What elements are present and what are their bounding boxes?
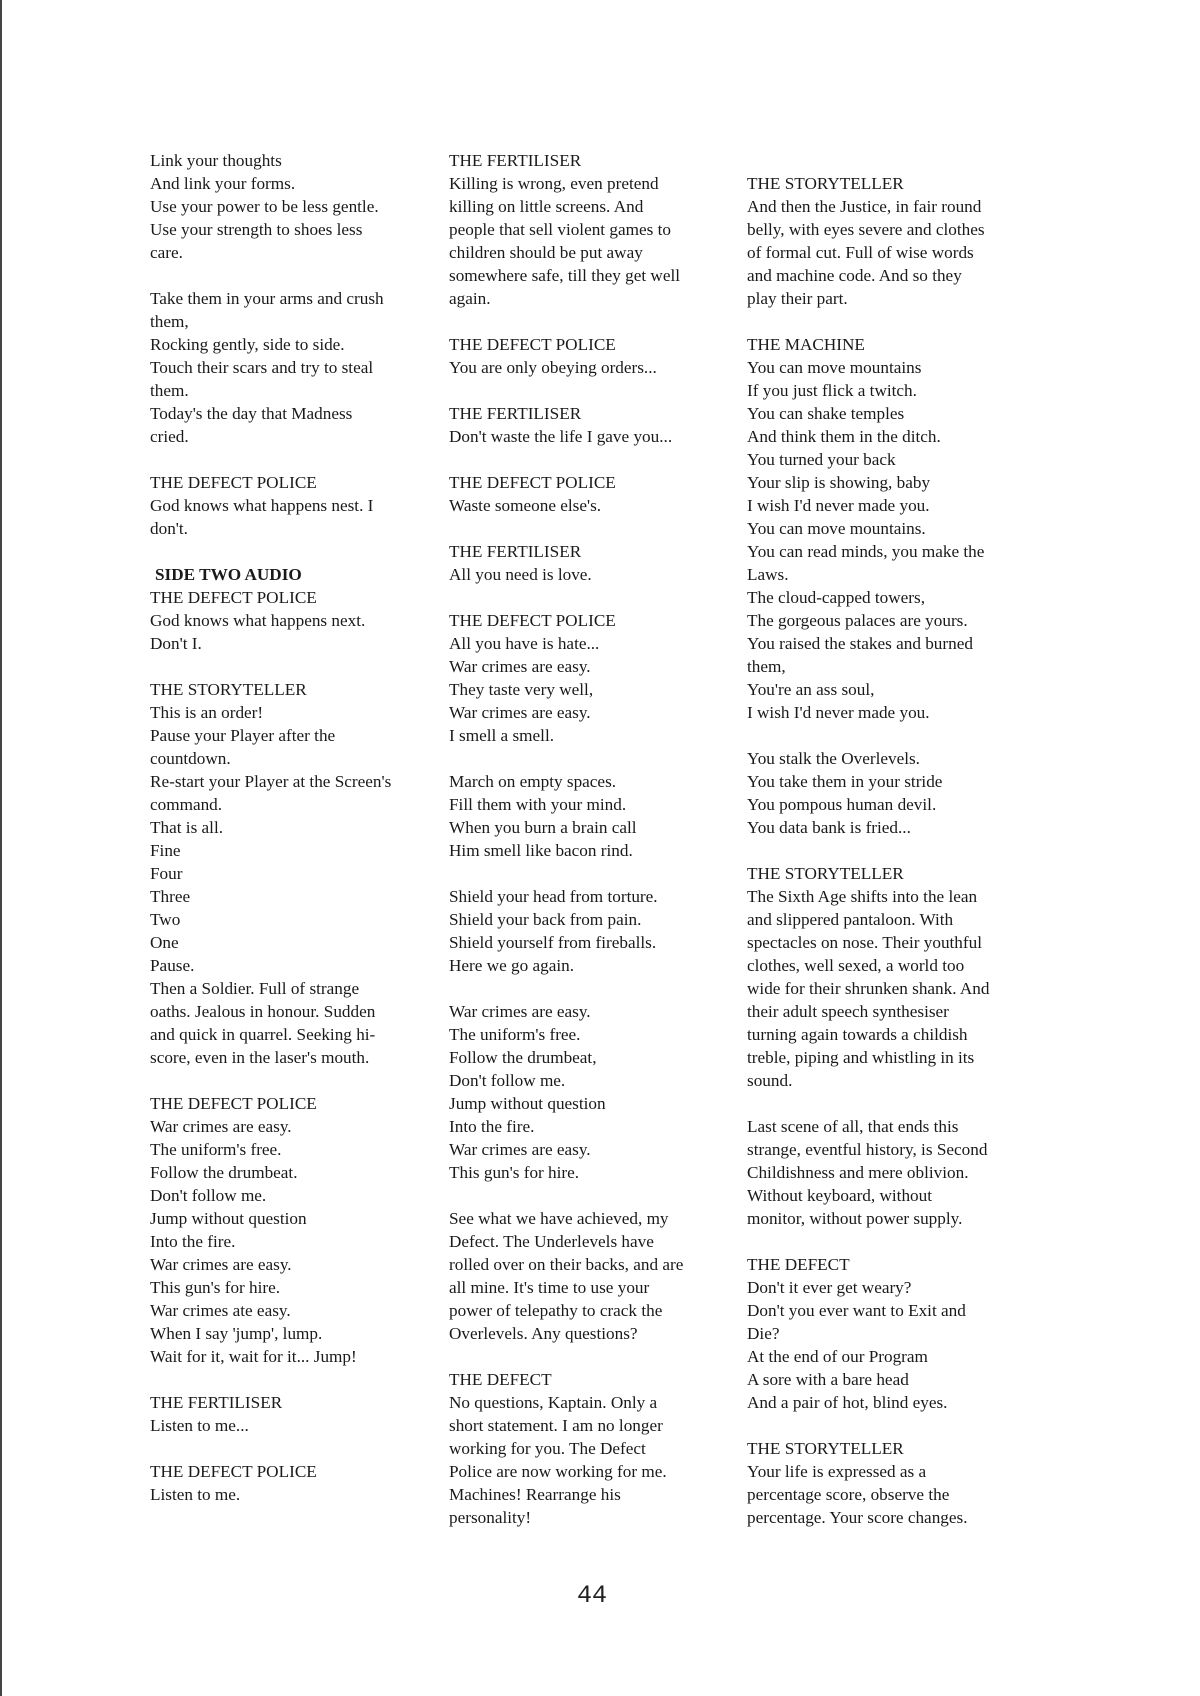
text-block: [449, 333, 739, 379]
text-line: If you just flick a twitch.: [747, 381, 917, 400]
text-line: I smell a smell.: [449, 726, 555, 745]
text-block: [150, 563, 440, 655]
text-line: Three: [150, 887, 191, 906]
text-line: monitor, without power supply.: [747, 1209, 963, 1228]
text-line: Don't it ever get weary?: [747, 1278, 912, 1297]
text-line: Defect. The Underlevels have: [449, 1232, 654, 1251]
text-line: I wish I'd never made you.: [747, 496, 930, 515]
text-line: play their part.: [747, 289, 848, 308]
text-line: You're an ass soul,: [747, 680, 875, 699]
text-line: The uniform's free.: [150, 1140, 282, 1159]
text-block: [150, 149, 440, 264]
text-block: [449, 770, 739, 862]
text-line: oaths. Jealous in honour. Sudden: [150, 1002, 376, 1021]
text-line: THE DEFECT POLICE: [150, 473, 317, 492]
text-line: War crimes are easy.: [449, 1002, 591, 1021]
text-line: Your slip is showing, baby: [747, 473, 931, 492]
text-line: Killing is wrong, even pretend: [449, 174, 659, 193]
text-line: Fine: [150, 841, 181, 860]
text-line: Follow the drumbeat.: [150, 1163, 298, 1182]
text-line: Shield your back from pain.: [449, 910, 642, 929]
text-block: [449, 1207, 739, 1345]
text-line: THE DEFECT POLICE: [150, 1462, 317, 1481]
text-line: This gun's for hire.: [150, 1278, 281, 1297]
text-line: War crimes are easy.: [150, 1117, 292, 1136]
text-block: [747, 172, 1037, 310]
text-column-2: [449, 149, 739, 1529]
text-line: personality!: [449, 1508, 532, 1527]
text-block: [150, 678, 440, 1069]
text-block: [747, 1253, 1037, 1414]
text-line: War crimes are easy.: [150, 1255, 292, 1274]
text-line: That is all.: [150, 818, 224, 837]
text-line: Him smell like bacon rind.: [449, 841, 633, 860]
text-line: Die?: [747, 1324, 780, 1343]
text-line: them,: [747, 657, 786, 676]
text-line: You can shake temples: [747, 404, 905, 423]
text-line: War crimes are easy.: [449, 657, 591, 676]
text-line: Re-start your Player at the Screen's: [150, 772, 392, 791]
text-line: wide for their shrunken shank. And: [747, 979, 990, 998]
text-line: The uniform's free.: [449, 1025, 581, 1044]
text-line: Last scene of all, that ends this: [747, 1117, 959, 1136]
text-line: And a pair of hot, blind eyes.: [747, 1393, 948, 1412]
text-line: Shield your head from torture.: [449, 887, 658, 906]
text-line: percentage score, observe the: [747, 1485, 950, 1504]
text-line: THE FERTILISER: [449, 542, 582, 561]
text-line: At the end of our Program: [747, 1347, 928, 1366]
text-line: I wish I'd never made you.: [747, 703, 930, 722]
text-column-3: [747, 172, 1037, 1529]
text-block: [449, 1368, 739, 1529]
text-line: Use your strength to shoes less: [150, 220, 363, 239]
text-line: And link your forms.: [150, 174, 296, 193]
text-line: THE DEFECT: [747, 1255, 850, 1274]
text-line: THE MACHINE: [747, 335, 865, 354]
text-line: And then the Justice, in fair round: [747, 197, 982, 216]
text-line: spectacles on nose. Their youthful: [747, 933, 982, 952]
text-line: THE DEFECT POLICE: [150, 588, 317, 607]
text-line: them,: [150, 312, 189, 331]
text-line: You can move mountains: [747, 358, 922, 377]
text-block: [449, 885, 739, 977]
text-line: Childishness and mere oblivion.: [747, 1163, 969, 1182]
text-line: Today's the day that Madness: [150, 404, 353, 423]
text-line: Overlevels. Any questions?: [449, 1324, 638, 1343]
text-line: You are only obeying orders...: [449, 358, 657, 377]
text-line: Into the fire.: [150, 1232, 236, 1251]
text-line: belly, with eyes severe and clothes: [747, 220, 985, 239]
text-line: score, even in the laser's mouth.: [150, 1048, 370, 1067]
text-line: Pause your Player after the: [150, 726, 336, 745]
section-heading: SIDE TWO AUDIO: [155, 565, 302, 584]
text-line: This gun's for hire.: [449, 1163, 580, 1182]
text-line: No questions, Kaptain. Only a: [449, 1393, 658, 1412]
text-line: command.: [150, 795, 223, 814]
text-line: don't.: [150, 519, 188, 538]
text-line: Listen to me.: [150, 1485, 241, 1504]
text-line: working for you. The Defect: [449, 1439, 646, 1458]
text-line: Don't follow me.: [449, 1071, 566, 1090]
text-line: THE DEFECT POLICE: [150, 1094, 317, 1113]
text-line: Two: [150, 910, 181, 929]
text-block: [150, 1460, 440, 1506]
text-line: See what we have achieved, my: [449, 1209, 669, 1228]
text-line: You take them in your stride: [747, 772, 943, 791]
text-line: Link your thoughts: [150, 151, 282, 170]
text-line: This is an order!: [150, 703, 264, 722]
text-line: You data bank is fried...: [747, 818, 911, 837]
text-line: power of telepathy to crack the: [449, 1301, 663, 1320]
text-line: Don't waste the life I gave you...: [449, 427, 673, 446]
text-line: A sore with a bare head: [747, 1370, 909, 1389]
text-line: sound.: [747, 1071, 793, 1090]
page-edge-line: [0, 0, 2, 1696]
text-block: [747, 1115, 1037, 1230]
text-line: turning again towards a childish: [747, 1025, 968, 1044]
text-line: Then a Soldier. Full of strange: [150, 979, 360, 998]
text-block: [449, 540, 739, 586]
text-line: Your life is expressed as a: [747, 1462, 927, 1481]
text-block: [150, 1092, 440, 1368]
text-line: percentage. Your score changes.: [747, 1508, 968, 1527]
text-line: You raised the stakes and burned: [747, 634, 973, 653]
text-line: children should be put away: [449, 243, 643, 262]
text-line: Four: [150, 864, 183, 883]
text-line: War crimes are easy.: [449, 1140, 591, 1159]
text-line: all mine. It's time to use your: [449, 1278, 650, 1297]
text-block: [449, 402, 739, 448]
text-line: All you need is love.: [449, 565, 592, 584]
text-line: Here we go again.: [449, 956, 575, 975]
text-line: You pompous human devil.: [747, 795, 937, 814]
text-line: killing on little screens. And: [449, 197, 644, 216]
text-line: countdown.: [150, 749, 231, 768]
text-line: When you burn a brain call: [449, 818, 637, 837]
text-line: Shield yourself from fireballs.: [449, 933, 657, 952]
text-line: cried.: [150, 427, 189, 446]
text-block: [747, 747, 1037, 839]
text-line: Pause.: [150, 956, 195, 975]
text-line: THE STORYTELLER: [747, 174, 904, 193]
text-block: [449, 609, 739, 747]
text-line: THE DEFECT: [449, 1370, 552, 1389]
text-line: THE FERTILISER: [150, 1393, 283, 1412]
text-line: War crimes ate easy.: [150, 1301, 291, 1320]
text-block: [150, 471, 440, 540]
text-line: rolled over on their backs, and are: [449, 1255, 684, 1274]
text-block: [150, 1391, 440, 1437]
text-line: them.: [150, 381, 189, 400]
text-line: Use your power to be less gentle.: [150, 197, 379, 216]
text-line: You turned your back: [747, 450, 896, 469]
text-line: and slippered pantaloon. With: [747, 910, 954, 929]
text-line: The gorgeous palaces are yours.: [747, 611, 968, 630]
text-line: clothes, well sexed, a world too: [747, 956, 965, 975]
text-line: War crimes are easy.: [449, 703, 591, 722]
text-line: Follow the drumbeat,: [449, 1048, 597, 1067]
text-line: One: [150, 933, 179, 952]
text-line: THE STORYTELLER: [747, 864, 904, 883]
text-block: [449, 471, 739, 517]
text-line: THE FERTILISER: [449, 404, 582, 423]
text-line: THE DEFECT POLICE: [449, 611, 616, 630]
text-line: Police are now working for me.: [449, 1462, 667, 1481]
text-line: March on empty spaces.: [449, 772, 617, 791]
text-line: And think them in the ditch.: [747, 427, 941, 446]
text-line: They taste very well,: [449, 680, 594, 699]
text-line: Wait for it, wait for it... Jump!: [150, 1347, 357, 1366]
text-line: Rocking gently, side to side.: [150, 335, 345, 354]
text-line: Don't you ever want to Exit and: [747, 1301, 966, 1320]
text-line: Jump without question: [150, 1209, 307, 1228]
text-line: of formal cut. Full of wise words: [747, 243, 974, 262]
text-line: Take them in your arms and crush: [150, 289, 384, 308]
text-block: [747, 862, 1037, 1092]
text-line: THE DEFECT POLICE: [449, 473, 616, 492]
text-block: [747, 333, 1037, 724]
text-line: THE STORYTELLER: [747, 1439, 904, 1458]
text-line: You can read minds, you make the: [747, 542, 985, 561]
text-block: [449, 149, 739, 310]
text-block: [150, 287, 440, 448]
text-line: strange, eventful history, is Second: [747, 1140, 988, 1159]
text-line: THE DEFECT POLICE: [449, 335, 616, 354]
text-block: [449, 1000, 739, 1184]
text-line: Jump without question: [449, 1094, 606, 1113]
text-line: Don't follow me.: [150, 1186, 267, 1205]
text-line: God knows what happens nest. I: [150, 496, 374, 515]
text-line: and machine code. And so they: [747, 266, 962, 285]
text-line: THE FERTILISER: [449, 151, 582, 170]
text-line: All you have is hate...: [449, 634, 600, 653]
text-line: Don't I.: [150, 634, 202, 653]
text-line: and quick in quarrel. Seeking hi-: [150, 1025, 376, 1044]
text-block: [747, 1437, 1037, 1529]
text-line: treble, piping and whistling in its: [747, 1048, 975, 1067]
text-line: You stalk the Overlevels.: [747, 749, 920, 768]
text-column-1: [150, 149, 440, 1506]
text-line: THE STORYTELLER: [150, 680, 307, 699]
text-line: Into the fire.: [449, 1117, 535, 1136]
text-line: somewhere safe, till they get well: [449, 266, 680, 285]
text-line: their adult speech synthesiser: [747, 1002, 949, 1021]
text-line: Fill them with your mind.: [449, 795, 627, 814]
text-line: God knows what happens next.: [150, 611, 366, 630]
text-line: Without keyboard, without: [747, 1186, 933, 1205]
text-line: again.: [449, 289, 491, 308]
text-line: Laws.: [747, 565, 789, 584]
text-line: When I say 'jump', lump.: [150, 1324, 323, 1343]
text-line: Listen to me...: [150, 1416, 249, 1435]
text-line: people that sell violent games to: [449, 220, 671, 239]
text-line: Machines! Rearrange his: [449, 1485, 621, 1504]
text-line: The Sixth Age shifts into the lean: [747, 887, 978, 906]
text-line: You can move mountains.: [747, 519, 926, 538]
text-line: Waste someone else's.: [449, 496, 602, 515]
page-number: 44: [576, 1581, 607, 1610]
text-line: care.: [150, 243, 183, 262]
text-line: short statement. I am no longer: [449, 1416, 663, 1435]
text-line: The cloud-capped towers,: [747, 588, 926, 607]
text-line: Touch their scars and try to steal: [150, 358, 374, 377]
